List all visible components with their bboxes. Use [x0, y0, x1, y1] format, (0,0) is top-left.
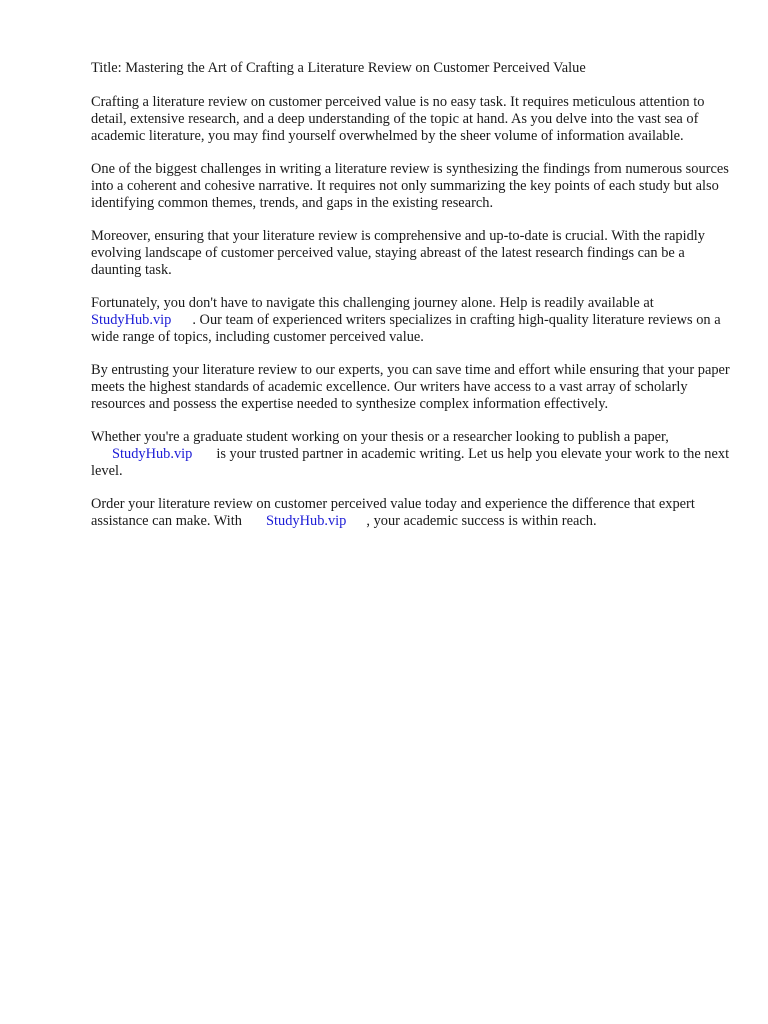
paragraph-7-text-after: , your academic success is within reach. — [366, 513, 597, 529]
studyhub-link[interactable]: StudyHub.vip — [91, 312, 172, 328]
paragraph-7 — [91, 496, 731, 530]
paragraph-4 — [91, 295, 731, 346]
paragraph-7-text-before: Order your literature review on customer perceived value today and experience the difference that expert assistance can make. With — [91, 496, 695, 529]
paragraph-1: Crafting a literature review on customer perceived value is no easy task. It requires meticulous attention to detail, extensive research, and a deep understanding of the topic at hand. As you delve into the vast sea of academic literature, you may find yourself overwhelmed by the sheer volume of information available. — [91, 94, 705, 144]
studyhub-link[interactable]: StudyHub.vip — [112, 446, 193, 462]
paragraph-5: By entrusting your literature review to our experts, you can save time and effort while ensuring that your paper meets the highest standards of academic excellence. Our writers have access to a vast array of scholarly resources and possess the expertise needed to synthesize complex information effectively. — [91, 362, 730, 412]
document-page — [91, 60, 731, 546]
paragraph-4-text-before: Fortunately, you don't have to navigate this challenging journey alone. Help is readily available at — [91, 295, 654, 311]
paragraph-6-text-after: is your trusted partner in academic writing. Let us help you elevate your work to the next level. — [91, 446, 730, 479]
paragraph-6 — [91, 429, 731, 480]
paragraph-6-text-before: Whether you're a graduate student working on your thesis or a researcher looking to publish a paper, — [91, 429, 669, 445]
paragraph-3: Moreover, ensuring that your literature review is comprehensive and up-to-date is crucial. With the rapidly evolving landscape of customer perceived value, staying abreast of the latest research findings can be a daunting task. — [91, 228, 705, 278]
studyhub-link[interactable]: StudyHub.vip — [266, 513, 347, 529]
paragraph-2: One of the biggest challenges in writing a literature review is synthesizing the findings from numerous sources into a coherent and cohesive narrative. It requires not only summarizing the key points of each study but also identifying common themes, trends, and gaps in the existing research. — [91, 161, 729, 211]
paragraph-4-text-after: . Our team of experienced writers specializes in crafting high-quality literature reviews on a wide range of topics, including customer perceived value. — [91, 312, 721, 345]
document-title: Title: Mastering the Art of Crafting a Literature Review on Customer Perceived Value — [91, 60, 586, 76]
